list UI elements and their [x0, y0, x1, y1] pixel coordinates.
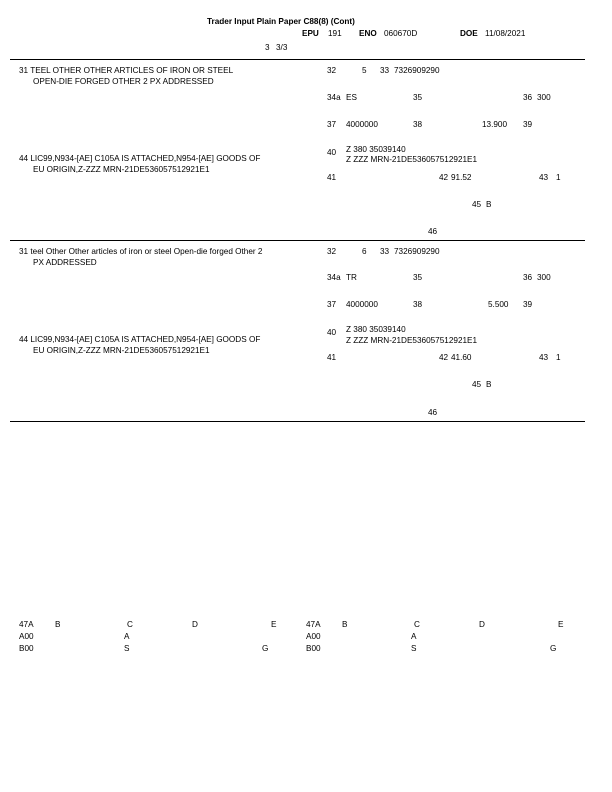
procedure-code: 4000000 — [346, 300, 378, 309]
box35-label: 35 — [413, 93, 423, 102]
box38-label: 38 — [413, 300, 423, 309]
box46-label: 46 — [428, 227, 438, 236]
eno-label: ENO — [359, 29, 377, 38]
preference-code: 300 — [537, 93, 551, 102]
box31-description-line2: PX ADDRESSED — [33, 258, 97, 267]
box47-col-b: B — [342, 620, 348, 629]
header-divider — [10, 59, 585, 60]
item-price: 41.60 — [451, 353, 472, 362]
preference-code: 300 — [537, 273, 551, 282]
page-of-total: 3/3 — [276, 43, 288, 52]
box37-label: 37 — [327, 300, 337, 309]
box47-col-e: E — [271, 620, 277, 629]
box47-col-c: C — [127, 620, 133, 629]
eno-value: 060670D — [384, 29, 418, 38]
commodity-code: 7326909290 — [394, 247, 440, 256]
box41-label: 41 — [327, 173, 337, 182]
origin-country: ES — [346, 93, 357, 102]
epu-label: EPU — [302, 29, 319, 38]
box47-row2-c: S — [124, 644, 130, 653]
box40-line2: Z ZZZ MRN-21DE536057512921E1 — [346, 336, 478, 345]
box31-description-line1: 31 TEEL OTHER OTHER ARTICLES OF IRON OR STEEL — [19, 66, 234, 75]
box42-label: 42 — [439, 173, 449, 182]
box43-label: 43 — [539, 353, 549, 362]
adjustment-code: B — [486, 200, 492, 209]
box40-label: 40 — [327, 148, 337, 157]
box47-row2-code: B00 — [19, 644, 34, 653]
item-price: 91.52 — [451, 173, 472, 182]
adjustment-code: B — [486, 380, 492, 389]
box44-line2: EU ORIGIN,Z-ZZZ MRN-21DE536057512921E1 — [33, 165, 210, 174]
valuation-method: 1 — [556, 173, 561, 182]
box40-label: 40 — [327, 328, 337, 337]
box45-label: 45 — [472, 380, 482, 389]
box32-label: 32 — [327, 247, 337, 256]
item-number: 6 — [362, 247, 367, 256]
box47-col-c: C — [414, 620, 420, 629]
box47-row1-c: A — [124, 632, 130, 641]
net-mass: 13.900 — [482, 120, 508, 129]
box47-row2-c: S — [411, 644, 417, 653]
box38-label: 38 — [413, 120, 423, 129]
item-divider-1 — [10, 240, 585, 241]
box42-label: 42 — [439, 353, 449, 362]
box31-description-line2: OPEN-DIE FORGED OTHER 2 PX ADDRESSED — [33, 77, 214, 86]
page-number: 3 — [265, 43, 270, 52]
box47-row2-code: B00 — [306, 644, 321, 653]
box47-label: 47A — [19, 620, 34, 629]
box47-col-e: E — [558, 620, 564, 629]
box47-row1-code: A00 — [19, 632, 34, 641]
net-mass: 5.500 — [488, 300, 509, 309]
box34a-label: 34a — [327, 273, 341, 282]
box47-row2-e: G — [550, 644, 557, 653]
box39-label: 39 — [523, 120, 533, 129]
box33-label: 33 — [380, 66, 390, 75]
doe-label: DOE — [460, 29, 478, 38]
procedure-code: 4000000 — [346, 120, 378, 129]
box45-label: 45 — [472, 200, 482, 209]
box47-row2-e: G — [262, 644, 269, 653]
box40-line2: Z ZZZ MRN-21DE536057512921E1 — [346, 155, 478, 164]
commodity-code: 7326909290 — [394, 66, 440, 75]
box40-line1: Z 380 35039140 — [346, 325, 406, 334]
box47-col-d: D — [192, 620, 198, 629]
box47-label: 47A — [306, 620, 321, 629]
box36-label: 36 — [523, 93, 533, 102]
box47-col-d: D — [479, 620, 485, 629]
box44-line1: 44 LIC99,N934-[AE] C105A IS ATTACHED,N954-[AE] GOODS OF — [19, 154, 261, 163]
box47-col-b: B — [55, 620, 61, 629]
box31-description-line1: 31 teel Other Other articles of iron or steel Open-die forged Other 2 — [19, 247, 263, 256]
box46-label: 46 — [428, 408, 438, 417]
box36-label: 36 — [523, 273, 533, 282]
box34a-label: 34a — [327, 93, 341, 102]
box44-line2: EU ORIGIN,Z-ZZZ MRN-21DE536057512921E1 — [33, 346, 210, 355]
item-number: 5 — [362, 66, 367, 75]
box41-label: 41 — [327, 353, 337, 362]
epu-value: 191 — [328, 29, 342, 38]
box47-row1-c: A — [411, 632, 417, 641]
box47-row1-code: A00 — [306, 632, 321, 641]
origin-country: TR — [346, 273, 357, 282]
box37-label: 37 — [327, 120, 337, 129]
box43-label: 43 — [539, 173, 549, 182]
box39-label: 39 — [523, 300, 533, 309]
box44-line1: 44 LIC99,N934-[AE] C105A IS ATTACHED,N954-[AE] GOODS OF — [19, 335, 261, 344]
item-divider-2 — [10, 421, 585, 422]
box35-label: 35 — [413, 273, 423, 282]
box33-label: 33 — [380, 247, 390, 256]
box32-label: 32 — [327, 66, 337, 75]
document-title: Trader Input Plain Paper C88(8) (Cont) — [207, 17, 355, 26]
doe-value: 11/08/2021 — [485, 29, 526, 38]
box40-line1: Z 380 35039140 — [346, 145, 406, 154]
valuation-method: 1 — [556, 353, 561, 362]
